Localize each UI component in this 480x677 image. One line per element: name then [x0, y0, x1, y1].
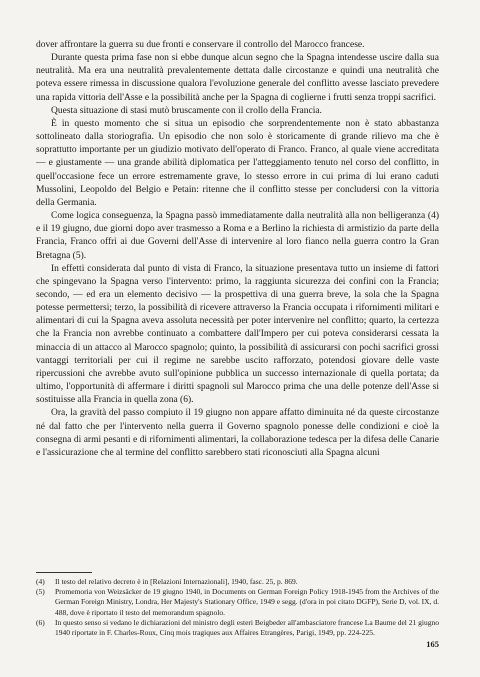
footnote-number: (6) — [36, 617, 45, 627]
footnote-number: (4) — [36, 577, 45, 586]
paragraph-6: In effetti considerata dal punto di vista di Franco, la situazione presentava tutto un insieme di fattori che spingevano la Spagna verso l'intervento: primo, la raggiunta sicurezza dei confini con la Francia; secondo, — ed era un elemento decisivo — la prospettiva di una guerra breve, la sola che la Spagna potesse permettersi; terzo, la possibilità di ricevere attraverso la Francia occupata i rifornimenti militari e alimentari di cui la Spagna aveva assoluta necessità per poter intervenire nel conflitto; quarto, la certezza che la Francia non avrebbe continuato a combattere dall'Impero per cui poteva considerarsi cessata la minaccia di un attacco al Marocco spagnolo; quinto, la possibilità di assicurarsi con pochi sacrifici grossi vantaggi territoriali per cui il regime ne sarebbe uscito rafforzato, potendosi giovare delle vaste ripercussioni che avrebbe avuto sull'opinione pubblica un successo internazionale di quella portata; da ultimo, l'opportunità di affermare i diritti spagnoli sul Marocco prima che una delle potenze dell'Asse si sostituisse alla Francia in quella zona (6). — [36, 263, 439, 406]
paragraph-1: dover affrontare la guerra su due fronti e conservare il controllo del Marocco francese. — [36, 40, 365, 50]
footnote-text: Promemoria von Weizsäcker de 19 giugno 1940, in Documents on German Foreign Policy 1918-1945 from the Archives of the German Foreign Ministry, Londra, Her Majesty's Stationary Office, 1949 e segg. (d'ora in poi citato DGFP), Serie D, vol. IX, d. 488, dove è riportato il testo del memorandum spagnolo. — [55, 587, 439, 617]
paragraph-7: Ora, la gravità del passo compiuto il 19 giugno non appare affatto diminuita né da queste circostanze né dal fatto che per l'intervento nella guerra il Governo spagnolo ponesse delle condizioni e cioè la consegna di armi pesanti e di rifornimenti alimentari, la collaborazione tedesca per la difesa delle Canarie e l'assicurazione che al termine del conflitto sarebbero stati riconosciuti alla Spagna alcuni — [36, 408, 439, 458]
footnote-number: (5) — [36, 587, 45, 597]
paragraph-4: È in questo momento che si situa un episodio che sorprendentemente non è stato abbastanza sottolineato dalla storiografia. Un episodio che non solo è storicamente di grande rilievo ma che è soprattutto importante per un giudizio motivato dell'operato di Franco. Franco, al quale viene accreditata — e giustamente — una grande abilità diplomatica per l'atteggiamento tenuto nel corso del conflitto, in quell'occasione fece un errore estremamente grave, lo stesso errore in cui prima di lui erano caduti Mussolini, Leopoldo del Belgio e Petain: ritenne che il conflitto stesse per concludersi con la vittoria della Germania. — [36, 118, 439, 208]
paragraph-3: Questa situazione di stasi mutò bruscamente con il crollo della Francia. — [51, 105, 322, 116]
paragraph-5: Come logica conseguenza, la Spagna passò immediatamente dalla neutralità alla non belligeranza (4) e il 19 giugno, due giorni dopo aver trasmesso a Roma e a Berlino la richiesta di armistizio da parte della Francia, Franco offrì ai due Governi dell'Asse di intervenire al loro fianco nella guerra contro la Gran Bretagna (5). — [36, 211, 439, 261]
footnote-5 — [36, 587, 439, 618]
page-number: 165 — [426, 639, 439, 649]
footnote-text: In questo senso si vedano le dichiarazioni del ministro degli esteri Beigbeder all'ambasciatore francese La Baume del 21 giugno 1940 riportate in F. Charles-Roux, Cinq mois tragiques aux Affaires Etrangères, Parigi, 1949, pp. 224-225. — [55, 617, 439, 638]
footnote-divider — [36, 572, 92, 573]
footnote-4 — [36, 577, 439, 587]
paragraph-2: Durante questa prima fase non si ebbe dunque alcun segno che la Spagna intendesse uscire dalla sua neutralità. Ma era una neutralità prevalentemente dettata dalle circostanze e quindi una neutralità che poteva essere rimessa in discussione qualora l'evoluzione generale del conflitto avesse lasciato prevedere una rapida vittoria dell'Asse e la possibilità anche per la Spagna di coglierne i frutti senza troppi sacrifici. — [36, 53, 439, 103]
footnote-6 — [36, 618, 439, 638]
main-text — [36, 39, 439, 460]
footnotes — [36, 577, 439, 638]
footnote-text: Il testo del relativo decreto è in [Relazioni Internazionali], 1940, fasc. 25, p. 869. — [55, 577, 298, 586]
